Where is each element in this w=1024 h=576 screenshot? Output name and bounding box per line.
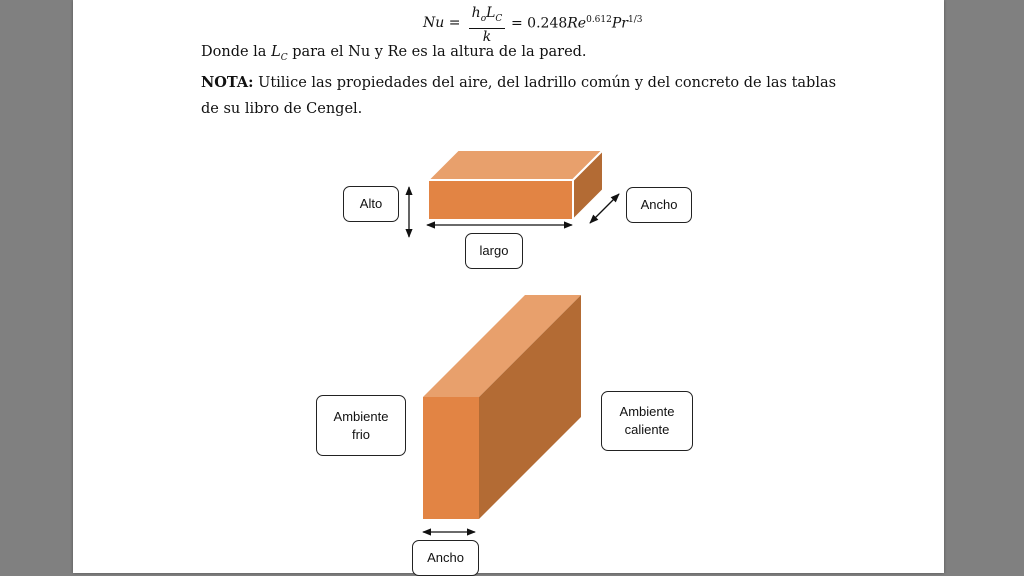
cold-label-line2: frio [351, 426, 371, 442]
wall-front-face [423, 397, 479, 519]
height-label: Alto [359, 196, 383, 211]
numerator-h: h [471, 5, 481, 21]
height-label-box [343, 186, 399, 222]
lc-text-start: Donde la [201, 44, 272, 60]
lc-symbol: L [271, 44, 281, 60]
length-label: largo [479, 243, 509, 258]
brick-3d-illustration [428, 150, 603, 220]
numerator-sub-c: C [495, 13, 503, 24]
hot-environment-label-box [601, 391, 693, 451]
diagram-figure [73, 0, 944, 573]
nota-label: NOTA: [201, 74, 254, 91]
width-label-box [626, 187, 692, 223]
width-label: Ancho [640, 197, 678, 212]
lc-text-end: para el Nu y Re es la altura de la pared. [287, 44, 587, 60]
rhs-pr: Pr [611, 15, 628, 32]
wall-3d-illustration [423, 295, 581, 519]
wall-thickness-label: Ancho [427, 550, 464, 565]
nota-body: Utilice las propiedades del aire, del ladrillo común y del concreto de las tablas de su libro de Cengel. [201, 75, 837, 117]
hot-label-line1: Ambiente [619, 404, 675, 419]
rhs-re-exponent: 0.612 [586, 15, 612, 25]
wall-thickness-label-box [412, 540, 479, 576]
numerator-l: L [486, 5, 496, 21]
lc-subscript: C [280, 52, 288, 63]
rhs-coefficient: = 0.248 [511, 15, 568, 32]
rhs-re: Re [567, 15, 587, 32]
brick-front-face [428, 180, 573, 220]
equation-lhs: Nu = [423, 15, 461, 31]
rhs-pr-exponent: 1/3 [627, 15, 643, 25]
cold-label-line1: Ambiente [333, 408, 389, 424]
fraction-denominator: k [482, 28, 492, 45]
hot-label-line2: caliente [624, 422, 670, 437]
length-label-box [465, 233, 523, 269]
document-page [73, 0, 944, 573]
cold-environment-label-box [316, 395, 406, 456]
numerator-sub-o: o [480, 13, 487, 24]
